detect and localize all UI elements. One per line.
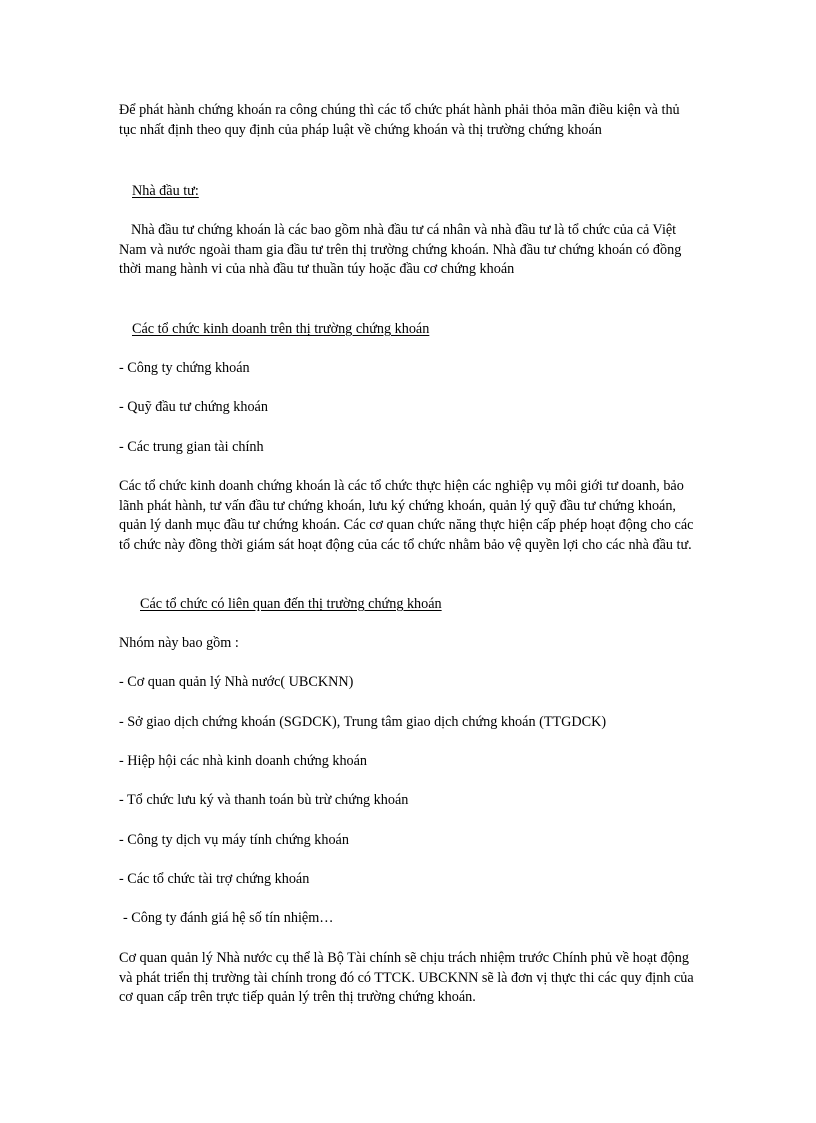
related-heading: Các tổ chức có liên quan đến thị trường chứng khoán	[140, 596, 442, 612]
list-item: - Cơ quan quản lý Nhà nước( UBCKNN)	[119, 674, 354, 690]
list-item: - Các tổ chức tài trợ chứng khoán	[119, 871, 310, 887]
investor-heading: Nhà đầu tư:	[132, 183, 199, 199]
business-paragraph: Các tổ chức kinh doanh chứng khoán là các tổ chức thực hiện các nghiệp vụ môi giới tư doanh, bảo lãnh phát hành, tư vấn đầu tư chứng khoán, lưu ký chứng khoán, quản lý quỹ đầu tư chứng khoán, quản lý danh mục đầu tư chứng khoán. Các cơ quan chức năng thực hiện cấp phép hoạt động cho các tổ chức này đồng thời giám sát hoạt động của các tổ chức nhằm bảo vệ quyền lợi cho các nhà đầu tư.	[119, 478, 694, 553]
related-intro: Nhóm này bao gồm :	[119, 635, 239, 651]
investor-paragraph: Nhà đầu tư chứng khoán là các bao gồm nhà đầu tư cá nhân và nhà đầu tư là tổ chức của cả Việt Nam và nước ngoài tham gia đầu tư trên thị trường chứng khoán. Nhà đầu tư chứng khoán có đồng thời mang hành vi của nhà đầu tư thuần túy hoặc đầu cơ chứng khoán	[119, 222, 682, 278]
list-item: - Quỹ đầu tư chứng khoán	[119, 399, 268, 415]
list-item: - Công ty chứng khoán	[119, 360, 250, 376]
regulator-paragraph: Cơ quan quản lý Nhà nước cụ thể là Bộ Tài chính sẽ chịu trách nhiệm trước Chính phủ về hoạt động và phát triển thị trường tài chính trong đó có TTCK. UBCKNN sẽ là đơn vị thực thi các quy định của cơ quan cấp trên trực tiếp quản lý trên thị trường chứng khoán.	[119, 950, 694, 1006]
list-item: - Công ty dịch vụ máy tính chứng khoán	[119, 832, 349, 848]
business-heading: Các tổ chức kinh doanh trên thị trường chứng khoán	[132, 321, 430, 337]
list-item: - Công ty đánh giá hệ số tín nhiệm…	[123, 910, 334, 926]
list-item: - Hiệp hội các nhà kinh doanh chứng khoán	[119, 753, 368, 769]
intro-paragraph: Để phát hành chứng khoán ra công chúng thì các tổ chức phát hành phải thỏa mãn điều kiện và thủ tục nhất định theo quy định của pháp luật về chứng khoán và thị trường chứng khoán	[119, 102, 680, 138]
list-item: - Sở giao dịch chứng khoán (SGDCK), Trung tâm giao dịch chứng khoán (TTGDCK)	[119, 714, 607, 730]
list-item: - Tổ chức lưu ký và thanh toán bù trừ chứng khoán	[119, 792, 409, 808]
list-item: - Các trung gian tài chính	[119, 439, 264, 455]
